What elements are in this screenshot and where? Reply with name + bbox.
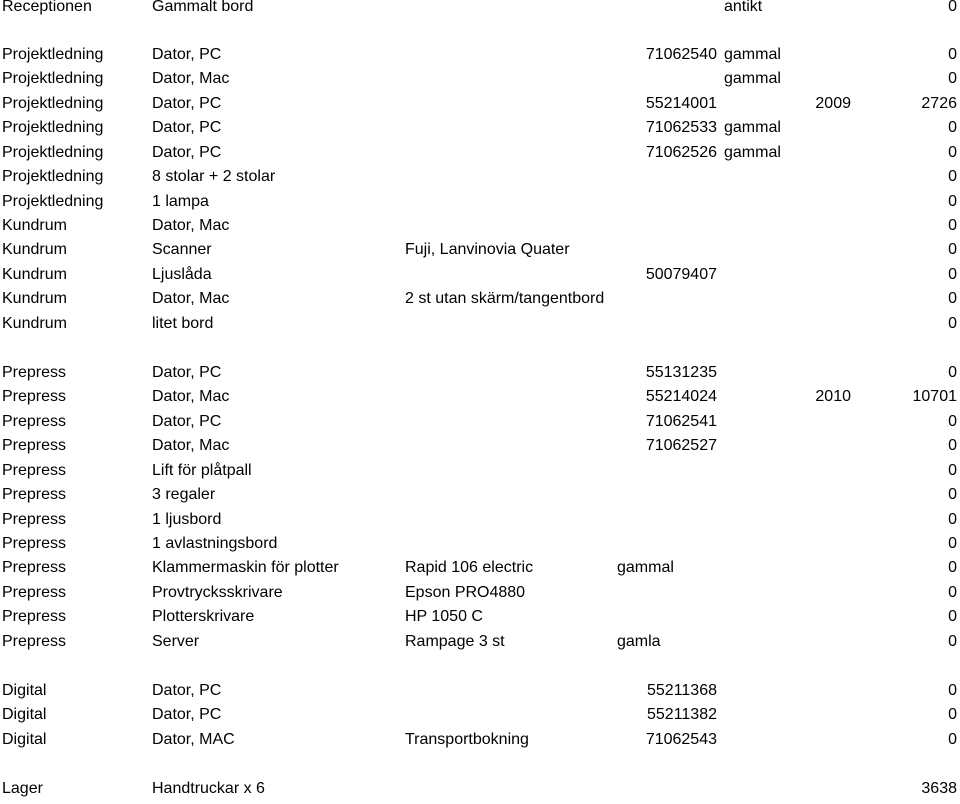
table-row bbox=[0, 486, 960, 510]
value-cell: 0 bbox=[948, 193, 957, 210]
table-row bbox=[0, 266, 960, 290]
department-cell: Projektledning bbox=[2, 46, 104, 63]
department-cell: Kundrum bbox=[2, 241, 67, 258]
value-cell: 0 bbox=[948, 266, 957, 283]
inventory-number-cell: 71062543 bbox=[645, 731, 717, 748]
table-row bbox=[0, 682, 960, 706]
item-cell: 1 avlastningsbord bbox=[152, 535, 278, 552]
table-row bbox=[0, 0, 960, 22]
item-cell: Dator, Mac bbox=[152, 290, 230, 307]
item-cell: Server bbox=[152, 633, 200, 650]
department-cell: Kundrum bbox=[2, 315, 67, 332]
item-cell: Dator, Mac bbox=[152, 70, 230, 87]
item-cell: 3 regaler bbox=[152, 486, 216, 503]
item-cell: litet bord bbox=[152, 315, 214, 332]
table-row bbox=[0, 364, 960, 388]
value-cell: 0 bbox=[948, 633, 957, 650]
item-cell: Dator, PC bbox=[152, 46, 222, 63]
item-cell: 8 stolar + 2 stolar bbox=[152, 168, 276, 185]
value-cell: 0 bbox=[948, 0, 957, 15]
value-cell: 0 bbox=[948, 535, 957, 552]
description-cell: Rapid 106 electric bbox=[405, 559, 534, 576]
value-cell: 0 bbox=[948, 70, 957, 87]
description-cell: Rampage 3 st bbox=[405, 633, 505, 650]
inventory-number-cell: 55131235 bbox=[645, 364, 717, 381]
table-row bbox=[0, 780, 960, 804]
department-cell: Digital bbox=[2, 731, 47, 748]
value-cell: 0 bbox=[948, 364, 957, 381]
condition-cell: gammal bbox=[724, 119, 781, 136]
department-cell: Digital bbox=[2, 682, 47, 699]
table-row bbox=[0, 70, 960, 94]
inventory-number-cell: 50079407 bbox=[645, 266, 717, 283]
value-cell: 0 bbox=[948, 119, 957, 136]
table-row bbox=[0, 193, 960, 217]
table-row bbox=[0, 462, 960, 486]
department-cell: Prepress bbox=[2, 462, 67, 479]
item-cell: Dator, PC bbox=[152, 144, 222, 161]
year-cell: 2010 bbox=[815, 388, 851, 405]
table-row bbox=[0, 437, 960, 461]
inventory-number-cell: 55214024 bbox=[645, 388, 717, 405]
inventory-number-cell: 55211368 bbox=[647, 682, 717, 699]
description-cell: Epson PRO4880 bbox=[405, 584, 526, 601]
item-cell: 1 ljusbord bbox=[152, 511, 222, 528]
table-row bbox=[0, 217, 960, 241]
value-cell: 0 bbox=[948, 437, 957, 454]
table-row bbox=[0, 315, 960, 339]
table-row bbox=[0, 535, 960, 559]
item-cell: Dator, Mac bbox=[152, 217, 230, 234]
value-cell: 0 bbox=[948, 706, 957, 723]
department-cell: Prepress bbox=[2, 388, 67, 405]
table-row bbox=[0, 413, 960, 437]
department-cell: Projektledning bbox=[2, 144, 104, 161]
inventory-number-cell: 71062526 bbox=[645, 144, 717, 161]
table-row bbox=[0, 119, 960, 143]
inventory-number-cell: 55211382 bbox=[647, 706, 717, 723]
department-cell: Projektledning bbox=[2, 168, 104, 185]
table-row bbox=[0, 511, 960, 535]
department-cell: Prepress bbox=[2, 535, 67, 552]
department-cell: Prepress bbox=[2, 633, 67, 650]
inventory-number-cell: 71062533 bbox=[645, 119, 717, 136]
department-cell: Projektledning bbox=[2, 193, 104, 210]
department-cell: Receptionen bbox=[2, 0, 92, 15]
description-cell: HP 1050 C bbox=[405, 608, 483, 625]
value-cell: 0 bbox=[948, 241, 957, 258]
item-cell: Dator, MAC bbox=[152, 731, 235, 748]
table-row bbox=[0, 608, 960, 632]
item-cell: Dator, PC bbox=[152, 682, 222, 699]
department-cell: Projektledning bbox=[2, 70, 104, 87]
condition-cell: gammal bbox=[724, 46, 781, 63]
condition-cell: antikt bbox=[724, 0, 763, 15]
table-row bbox=[0, 241, 960, 265]
department-cell: Prepress bbox=[2, 559, 67, 576]
item-cell: Scanner bbox=[152, 241, 212, 258]
inventory-number-cell: 71062527 bbox=[645, 437, 717, 454]
department-cell: Digital bbox=[2, 706, 47, 723]
description-cell: Fuji, Lanvinovia Quater bbox=[405, 241, 570, 258]
table-row bbox=[0, 731, 960, 755]
item-cell: Dator, PC bbox=[152, 413, 222, 430]
table-row bbox=[0, 559, 960, 583]
department-cell: Kundrum bbox=[2, 217, 67, 234]
item-cell: Provtrycksskrivare bbox=[152, 584, 283, 601]
department-cell: Kundrum bbox=[2, 290, 67, 307]
department-cell: Lager bbox=[2, 780, 43, 797]
value-cell: 0 bbox=[948, 168, 957, 185]
inventory-number-cell: 71062540 bbox=[645, 46, 717, 63]
table-row bbox=[0, 706, 960, 730]
department-cell: Prepress bbox=[2, 608, 67, 625]
department-cell: Prepress bbox=[2, 511, 67, 528]
department-cell: Projektledning bbox=[2, 95, 104, 112]
item-cell: Lift för plåtpall bbox=[152, 462, 252, 479]
value-cell: 0 bbox=[948, 413, 957, 430]
table-row bbox=[0, 633, 960, 657]
value-cell: 0 bbox=[948, 608, 957, 625]
department-cell: Prepress bbox=[2, 413, 67, 430]
value-cell: 0 bbox=[948, 290, 957, 307]
item-cell: Klammermaskin för plotter bbox=[152, 559, 339, 576]
item-cell: Dator, PC bbox=[152, 95, 222, 112]
inventory-number-cell: 71062541 bbox=[645, 413, 717, 430]
department-cell: Prepress bbox=[2, 364, 67, 381]
department-cell: Prepress bbox=[2, 584, 67, 601]
table-row bbox=[0, 290, 960, 314]
item-cell: Dator, PC bbox=[152, 119, 222, 136]
table-row bbox=[0, 168, 960, 192]
value-cell: 0 bbox=[948, 584, 957, 601]
department-cell: Kundrum bbox=[2, 266, 67, 283]
item-cell: Dator, Mac bbox=[152, 437, 230, 454]
item-cell: Ljuslåda bbox=[152, 266, 212, 283]
department-cell: Prepress bbox=[2, 486, 67, 503]
value-cell: 0 bbox=[948, 731, 957, 748]
value-cell: 0 bbox=[948, 486, 957, 503]
value-cell: 3638 bbox=[921, 780, 957, 797]
table-row bbox=[0, 144, 960, 168]
value-cell: 0 bbox=[948, 682, 957, 699]
table-row bbox=[0, 95, 960, 119]
item-cell: Gammalt bord bbox=[152, 0, 254, 15]
item-cell: Dator, PC bbox=[152, 706, 222, 723]
value-cell: 0 bbox=[948, 217, 957, 234]
table-row bbox=[0, 388, 960, 412]
year-cell: 2009 bbox=[815, 95, 851, 112]
table-row bbox=[0, 46, 960, 70]
item-cell: Dator, PC bbox=[152, 364, 222, 381]
description-cell: 2 st utan skärm/tangentbord bbox=[405, 290, 605, 307]
value-cell: 0 bbox=[948, 46, 957, 63]
table-row bbox=[0, 584, 960, 608]
value-cell: 10701 bbox=[912, 388, 957, 405]
item-cell: Dator, Mac bbox=[152, 388, 230, 405]
item-cell: Handtruckar x 6 bbox=[152, 780, 265, 797]
item-cell: 1 lampa bbox=[152, 193, 209, 210]
condition-cell: gammal bbox=[724, 70, 781, 87]
department-cell: Prepress bbox=[2, 437, 67, 454]
condition-cell: gammal bbox=[617, 559, 674, 576]
description-cell: Transportbokning bbox=[405, 731, 529, 748]
value-cell: 0 bbox=[948, 559, 957, 576]
item-cell: Plotterskrivare bbox=[152, 608, 255, 625]
department-cell: Projektledning bbox=[2, 119, 104, 136]
value-cell: 0 bbox=[948, 511, 957, 528]
value-cell: 2726 bbox=[921, 95, 957, 112]
inventory-number-cell: 55214001 bbox=[645, 95, 717, 112]
condition-cell: gammal bbox=[724, 144, 781, 161]
condition-cell: gamla bbox=[617, 633, 661, 650]
value-cell: 0 bbox=[948, 144, 957, 161]
value-cell: 0 bbox=[948, 462, 957, 479]
value-cell: 0 bbox=[948, 315, 957, 332]
